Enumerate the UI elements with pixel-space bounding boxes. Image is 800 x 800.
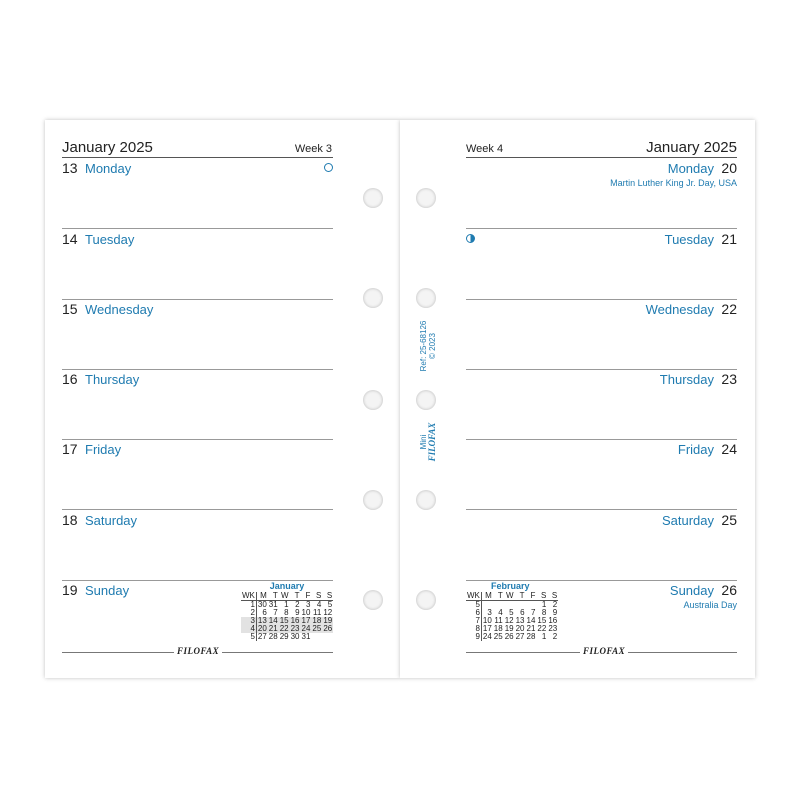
right-week-label: Week 4 xyxy=(466,143,504,155)
day-number: 19 xyxy=(62,582,78,598)
date-cell: 22 xyxy=(537,624,547,633)
date-cell: 8 xyxy=(541,608,547,617)
date-cell: 21 xyxy=(268,624,278,633)
weekday-header: S xyxy=(547,592,558,601)
date-cell: 26 xyxy=(323,624,333,633)
date-cell: 18 xyxy=(312,616,322,625)
weekday-header: W xyxy=(279,592,290,601)
date-cell: 14 xyxy=(526,616,536,625)
date-cell: 19 xyxy=(504,624,514,633)
date-cell: 6 xyxy=(262,608,267,617)
filofax-logo: FILOFAX xyxy=(427,422,437,462)
day-writing-area[interactable] xyxy=(62,369,333,437)
date-cell: 27 xyxy=(515,632,525,641)
date-cell xyxy=(322,633,333,641)
day-number: 20 xyxy=(721,160,737,176)
day-writing-area[interactable] xyxy=(466,510,737,578)
date-cell: 5 xyxy=(327,600,333,609)
date-cell: 15 xyxy=(279,616,289,625)
week-row xyxy=(241,633,333,641)
ring-hole xyxy=(363,490,383,510)
week-number: 9 xyxy=(466,633,481,641)
day-writing-area[interactable] xyxy=(62,439,333,507)
weekday-header: T xyxy=(268,592,279,601)
date-cell: 2 xyxy=(295,600,300,609)
day-number: 16 xyxy=(62,371,78,387)
day-writing-area[interactable] xyxy=(466,229,737,297)
ring-hole xyxy=(363,590,383,610)
date-cell: 11 xyxy=(494,616,503,625)
week-number: 4 xyxy=(241,625,256,633)
date-cell: 3 xyxy=(305,600,311,609)
date-cell: 29 xyxy=(279,632,289,641)
holiday-note: Australia Day xyxy=(683,600,737,610)
date-cell: 4 xyxy=(498,608,503,617)
date-cell: 23 xyxy=(548,624,558,633)
week-number: 2 xyxy=(241,609,256,617)
day-name: Wednesday xyxy=(645,302,714,317)
right-month-title: January 2025 xyxy=(646,139,737,156)
day-name: Saturday xyxy=(661,513,714,528)
date-cell: 2 xyxy=(552,632,558,641)
date-cell: 5 xyxy=(509,608,514,617)
holiday-note: Martin Luther King Jr. Day, USA xyxy=(610,178,737,188)
weekday-header: S xyxy=(311,592,322,601)
date-cell: 9 xyxy=(295,608,300,617)
weekday-header: S xyxy=(536,592,547,601)
day-number: 13 xyxy=(62,160,78,176)
date-cell: 16 xyxy=(290,616,300,625)
date-cell: 12 xyxy=(323,608,333,617)
ring-hole xyxy=(363,188,383,208)
date-cell: 1 xyxy=(541,632,547,641)
date-cell: 1 xyxy=(284,600,289,609)
date-cell: 7 xyxy=(273,608,278,617)
mini-calendar-month: February xyxy=(491,581,530,591)
date-cell: 28 xyxy=(526,632,536,641)
day-name: Friday xyxy=(85,442,122,457)
date-cell: 13 xyxy=(515,616,525,625)
date-cell: 1 xyxy=(541,600,547,609)
date-cell: 11 xyxy=(313,608,322,617)
copyright: © 2023 xyxy=(428,333,437,359)
date-cell: 17 xyxy=(482,624,492,633)
day-writing-area[interactable] xyxy=(62,158,333,226)
weekday-header: T xyxy=(290,592,301,601)
date-cell: 3 xyxy=(487,608,492,617)
date-cell: 26 xyxy=(504,632,514,641)
ring-hole xyxy=(416,288,436,308)
day-name: Thursday xyxy=(659,372,714,387)
mini-calendar-february xyxy=(466,581,558,641)
date-cell: 14 xyxy=(268,616,278,625)
ring-hole xyxy=(416,188,436,208)
spine-brand xyxy=(419,412,437,472)
date-cell: 4 xyxy=(316,600,322,609)
day-number: 25 xyxy=(721,512,737,528)
day-name: Monday xyxy=(667,161,714,176)
day-number: 17 xyxy=(62,441,78,457)
day-name: Tuesday xyxy=(85,232,135,247)
week-number: 1 xyxy=(241,601,256,610)
weekday-header: M xyxy=(481,592,492,601)
weekday-header: F xyxy=(301,592,312,601)
week-number: 3 xyxy=(241,617,256,625)
size-label: Mini xyxy=(419,434,428,450)
date-cell: 30 xyxy=(257,600,267,609)
date-cell: 12 xyxy=(504,616,514,625)
weekday-header: T xyxy=(515,592,526,601)
left-month-title: January 2025 xyxy=(62,139,153,156)
weekday-header: WK xyxy=(242,591,255,600)
day-number: 26 xyxy=(721,582,737,598)
left-week-label: Week 3 xyxy=(294,143,332,155)
date-cell: 31 xyxy=(301,632,311,641)
day-name: Friday xyxy=(677,442,714,457)
day-number: 14 xyxy=(62,231,78,247)
week-number: 5 xyxy=(466,601,481,610)
week-number: 6 xyxy=(466,609,481,617)
date-cell: 9 xyxy=(552,608,558,617)
weekday-header: S xyxy=(322,592,333,601)
day-writing-area[interactable] xyxy=(62,510,333,578)
day-name: Thursday xyxy=(85,372,140,387)
weekday-header: T xyxy=(493,592,504,601)
filofax-logo: FILOFAX xyxy=(174,646,222,656)
day-writing-area[interactable] xyxy=(466,158,737,226)
day-name: Saturday xyxy=(85,513,138,528)
date-cell: 16 xyxy=(548,616,558,625)
ring-hole xyxy=(416,490,436,510)
date-cell: 15 xyxy=(537,616,547,625)
date-cell: 28 xyxy=(268,632,278,641)
ring-hole xyxy=(416,590,436,610)
day-writing-area[interactable] xyxy=(466,439,737,507)
week-number: 8 xyxy=(466,625,481,633)
date-cell: 23 xyxy=(290,624,300,633)
date-cell: 21 xyxy=(526,624,536,633)
week-number: 7 xyxy=(466,617,481,625)
day-writing-area[interactable] xyxy=(62,229,333,297)
date-cell: 27 xyxy=(257,632,267,641)
week-row xyxy=(466,633,558,641)
day-name: Monday xyxy=(85,161,132,176)
date-cell: 24 xyxy=(482,632,492,641)
filofax-logo: FILOFAX xyxy=(580,646,628,656)
date-cell: 6 xyxy=(520,608,525,617)
mini-calendar-january xyxy=(241,581,333,641)
week-number: 5 xyxy=(241,633,256,641)
day-number: 15 xyxy=(62,301,78,317)
date-cell: 8 xyxy=(284,608,289,617)
date-cell: 7 xyxy=(530,608,536,617)
date-cell: 18 xyxy=(493,624,503,633)
date-cell: 20 xyxy=(257,624,267,633)
day-number: 23 xyxy=(721,371,737,387)
day-number: 22 xyxy=(721,301,737,317)
mini-calendar-month: January xyxy=(269,581,305,591)
weekday-header: W xyxy=(504,592,515,601)
weekday-header: F xyxy=(526,592,537,601)
day-name: Sunday xyxy=(85,583,130,598)
day-number: 24 xyxy=(721,441,737,457)
ref-number: Ref: 25-68126 xyxy=(419,320,428,372)
date-cell: 13 xyxy=(257,616,267,625)
day-name: Tuesday xyxy=(664,232,714,247)
day-number: 18 xyxy=(62,512,78,528)
date-cell: 17 xyxy=(301,616,311,625)
ring-hole xyxy=(363,390,383,410)
date-cell: 25 xyxy=(312,624,322,633)
date-cell: 25 xyxy=(493,632,503,641)
date-cell: 31 xyxy=(268,600,278,609)
day-name: Sunday xyxy=(669,583,714,598)
weekday-header: WK xyxy=(467,591,480,600)
day-writing-area[interactable] xyxy=(466,299,737,367)
date-cell: 2 xyxy=(552,600,558,609)
date-cell: 10 xyxy=(301,608,311,617)
date-cell xyxy=(311,633,322,641)
date-cell: 10 xyxy=(482,616,492,625)
date-cell: 24 xyxy=(301,624,311,633)
day-writing-area[interactable] xyxy=(466,369,737,437)
ring-hole xyxy=(416,390,436,410)
spine-reference xyxy=(419,316,437,376)
ring-hole xyxy=(363,288,383,308)
weekday-header: M xyxy=(256,592,267,601)
day-name: Wednesday xyxy=(85,302,154,317)
day-writing-area[interactable] xyxy=(62,299,333,367)
date-cell: 19 xyxy=(323,616,333,625)
date-cell: 30 xyxy=(290,632,300,641)
date-cell: 22 xyxy=(279,624,289,633)
date-cell: 20 xyxy=(515,624,525,633)
day-number: 21 xyxy=(721,231,737,247)
